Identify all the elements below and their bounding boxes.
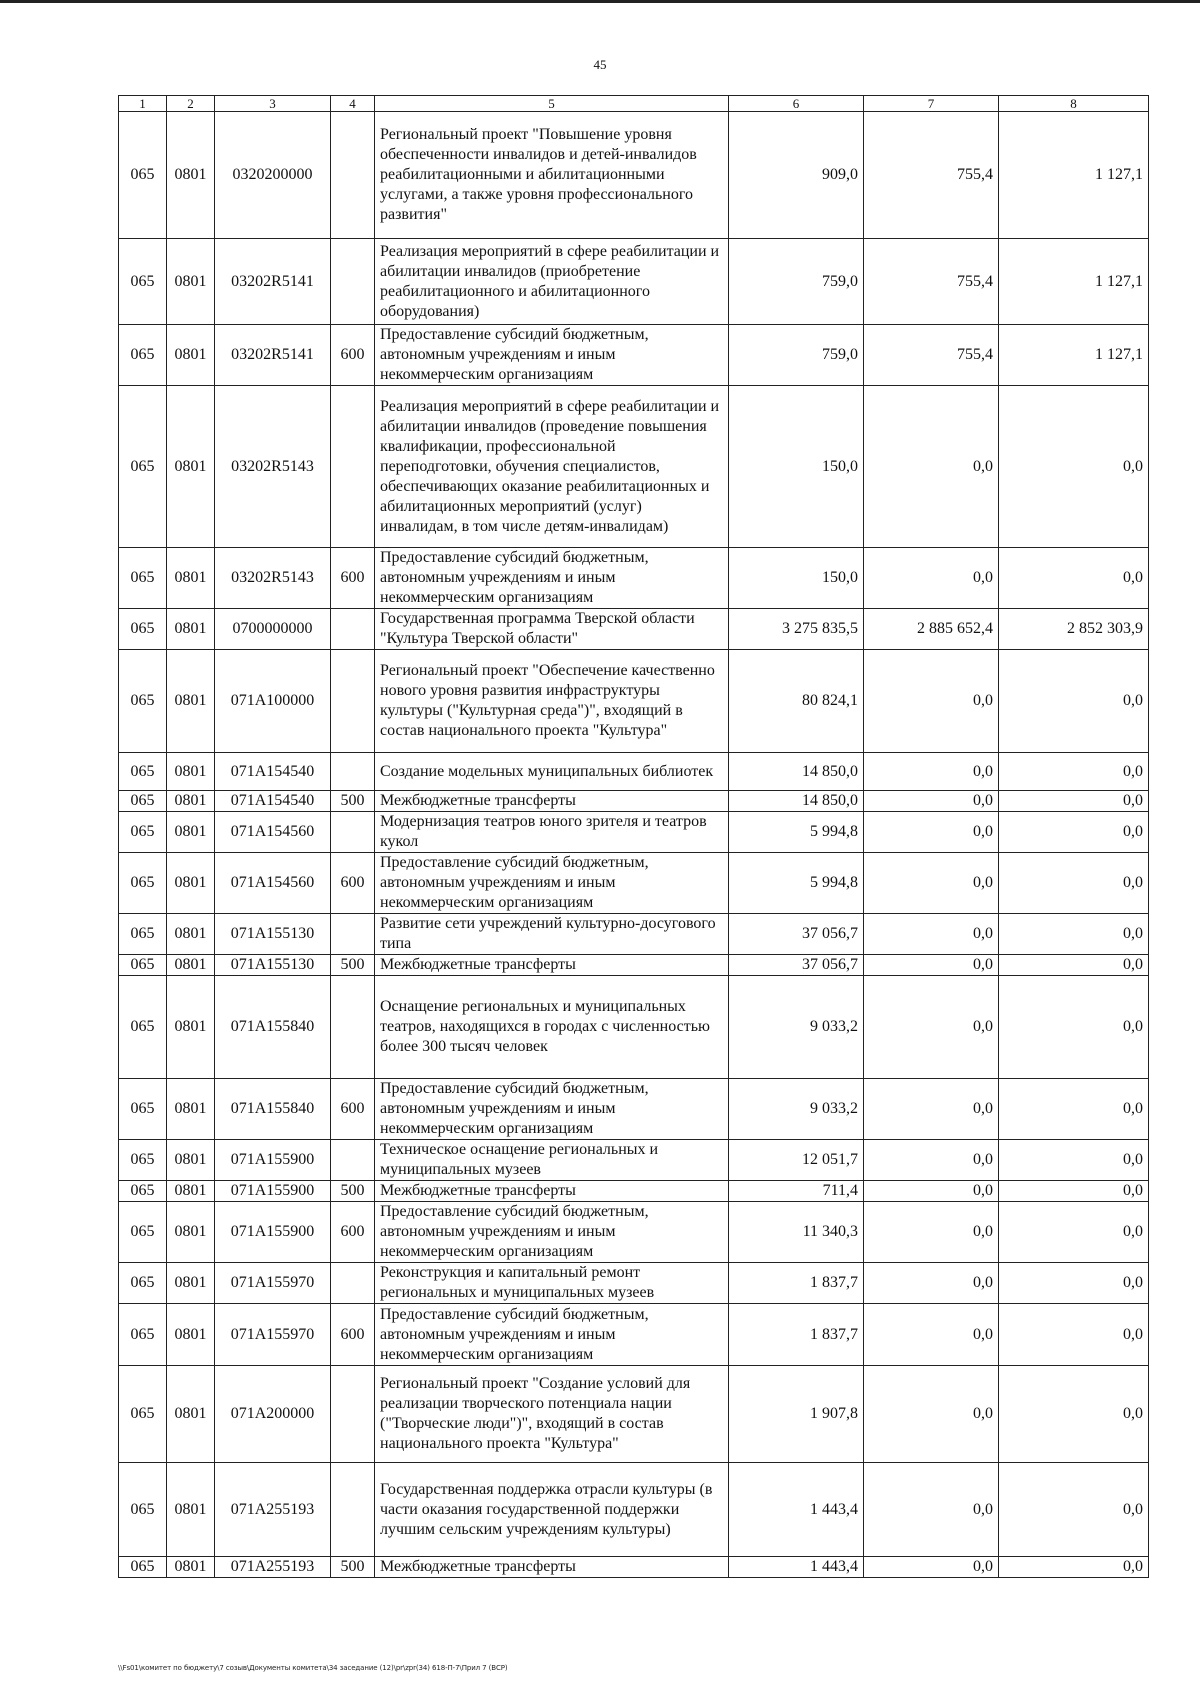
- column-header: 6: [729, 96, 864, 112]
- code-section-cell: 0801: [167, 1202, 215, 1263]
- amount-col6-cell: 1 443,4: [729, 1557, 864, 1578]
- amount-col8-cell: 0,0: [999, 1557, 1149, 1578]
- code-section-cell: 0801: [167, 853, 215, 914]
- description-cell: Предоставление субсидий бюджетным, автономным учреждениям и иным некоммерческим организациям: [375, 853, 729, 914]
- amount-col6-cell: 11 340,3: [729, 1202, 864, 1263]
- table-row: [119, 239, 1149, 325]
- code-target-cell: 0320200000: [215, 112, 331, 239]
- table-row: [119, 548, 1149, 609]
- code-expense-type-cell: [331, 1263, 375, 1304]
- code-section-cell: 0801: [167, 609, 215, 650]
- table-row: [119, 112, 1149, 239]
- table-row: [119, 955, 1149, 976]
- amount-col7-cell: 0,0: [864, 976, 999, 1079]
- amount-col8-cell: 2 852 303,9: [999, 609, 1149, 650]
- amount-col7-cell: 755,4: [864, 112, 999, 239]
- code-section-cell: 0801: [167, 386, 215, 548]
- amount-col8-cell: 1 127,1: [999, 239, 1149, 325]
- code-expense-type-cell: [331, 239, 375, 325]
- amount-col7-cell: 0,0: [864, 1079, 999, 1140]
- table-row: [119, 1181, 1149, 1202]
- description-cell: Региональный проект "Обеспечение качественно нового уровня развития инфраструктуры культуры ("Культурная среда")", входящий в состав национального проекта "Культура": [375, 650, 729, 753]
- description-cell: Реализация мероприятий в сфере реабилитации и абилитации инвалидов (приобретение реабилитационного и абилитационного оборудования): [375, 239, 729, 325]
- table-row: [119, 753, 1149, 791]
- code-section-cell: 0801: [167, 548, 215, 609]
- code-admin-cell: 065: [119, 239, 167, 325]
- amount-col8-cell: 0,0: [999, 976, 1149, 1079]
- description-cell: Предоставление субсидий бюджетным, автономным учреждениям и иным некоммерческим организациям: [375, 1079, 729, 1140]
- code-admin-cell: 065: [119, 812, 167, 853]
- description-cell: Предоставление субсидий бюджетным, автономным учреждениям и иным некоммерческим организациям: [375, 325, 729, 386]
- code-admin-cell: 065: [119, 1463, 167, 1557]
- code-admin-cell: 065: [119, 609, 167, 650]
- code-section-cell: 0801: [167, 112, 215, 239]
- code-expense-type-cell: [331, 753, 375, 791]
- amount-col7-cell: 0,0: [864, 753, 999, 791]
- table-row: [119, 914, 1149, 955]
- amount-col7-cell: 0,0: [864, 1557, 999, 1578]
- code-section-cell: 0801: [167, 650, 215, 753]
- amount-col6-cell: 150,0: [729, 386, 864, 548]
- code-section-cell: 0801: [167, 239, 215, 325]
- amount-col7-cell: 0,0: [864, 386, 999, 548]
- amount-col7-cell: 755,4: [864, 325, 999, 386]
- description-cell: Реализация мероприятий в сфере реабилитации и абилитации инвалидов (проведение повышения квалификации, профессиональной переподготовки, обучения специалистов, обеспечивающих оказание реабилитационных и абилитационных мероприятий (услуг) инвалидам, в том числе детям-инвалидам): [375, 386, 729, 548]
- code-admin-cell: 065: [119, 112, 167, 239]
- amount-col8-cell: 0,0: [999, 853, 1149, 914]
- description-cell: Региональный проект "Создание условий для реализации творческого потенциала нации ("Творческие люди")", входящий в состав национального проекта "Культура": [375, 1366, 729, 1463]
- top-rule: [0, 0, 1200, 3]
- code-target-cell: 071A100000: [215, 650, 331, 753]
- table-row: [119, 1079, 1149, 1140]
- column-header: 8: [999, 96, 1149, 112]
- table-row: [119, 1140, 1149, 1181]
- code-expense-type-cell: [331, 650, 375, 753]
- code-target-cell: 071A255193: [215, 1463, 331, 1557]
- code-target-cell: 071A255193: [215, 1557, 331, 1578]
- amount-col8-cell: 0,0: [999, 1202, 1149, 1263]
- code-target-cell: 071A155970: [215, 1263, 331, 1304]
- table-row: [119, 1304, 1149, 1366]
- table-row: [119, 609, 1149, 650]
- amount-col8-cell: 0,0: [999, 650, 1149, 753]
- code-expense-type-cell: [331, 812, 375, 853]
- code-target-cell: 071A155130: [215, 955, 331, 976]
- code-admin-cell: 065: [119, 325, 167, 386]
- amount-col7-cell: 0,0: [864, 853, 999, 914]
- code-admin-cell: 065: [119, 1202, 167, 1263]
- amount-col7-cell: 0,0: [864, 812, 999, 853]
- description-cell: Межбюджетные трансферты: [375, 1557, 729, 1578]
- amount-col6-cell: 37 056,7: [729, 914, 864, 955]
- amount-col6-cell: 711,4: [729, 1181, 864, 1202]
- code-admin-cell: 065: [119, 791, 167, 812]
- code-section-cell: 0801: [167, 914, 215, 955]
- description-cell: Предоставление субсидий бюджетным, автономным учреждениям и иным некоммерческим организациям: [375, 1202, 729, 1263]
- amount-col6-cell: 14 850,0: [729, 791, 864, 812]
- amount-col7-cell: 0,0: [864, 1304, 999, 1366]
- table-row: [119, 1263, 1149, 1304]
- column-number-row: [119, 96, 1149, 112]
- column-header: 1: [119, 96, 167, 112]
- amount-col6-cell: 3 275 835,5: [729, 609, 864, 650]
- amount-col7-cell: 0,0: [864, 650, 999, 753]
- code-expense-type-cell: 600: [331, 548, 375, 609]
- code-target-cell: 071A155900: [215, 1181, 331, 1202]
- code-admin-cell: 065: [119, 853, 167, 914]
- code-target-cell: 071A154560: [215, 812, 331, 853]
- code-expense-type-cell: 600: [331, 1079, 375, 1140]
- code-section-cell: 0801: [167, 1263, 215, 1304]
- code-target-cell: 071A200000: [215, 1366, 331, 1463]
- description-cell: Техническое оснащение региональных и муниципальных музеев: [375, 1140, 729, 1181]
- amount-col6-cell: 759,0: [729, 325, 864, 386]
- amount-col7-cell: 0,0: [864, 1202, 999, 1263]
- code-section-cell: 0801: [167, 1304, 215, 1366]
- code-admin-cell: 065: [119, 548, 167, 609]
- code-admin-cell: 065: [119, 1079, 167, 1140]
- description-cell: Государственная программа Тверской области "Культура Тверской области": [375, 609, 729, 650]
- code-expense-type-cell: [331, 1140, 375, 1181]
- code-admin-cell: 065: [119, 955, 167, 976]
- amount-col8-cell: 0,0: [999, 548, 1149, 609]
- table-row: [119, 1557, 1149, 1578]
- amount-col6-cell: 759,0: [729, 239, 864, 325]
- code-section-cell: 0801: [167, 791, 215, 812]
- amount-col8-cell: 0,0: [999, 1079, 1149, 1140]
- code-expense-type-cell: 600: [331, 1304, 375, 1366]
- amount-col6-cell: 37 056,7: [729, 955, 864, 976]
- amount-col8-cell: 0,0: [999, 753, 1149, 791]
- table-row: [119, 1463, 1149, 1557]
- footer-file-path: \\Fs01\комитет по бюджету\7 созыв\Документы комитета\34 заседание (12)\pr\zpr(34) 618-П-7\Прил 7 (ВСР): [118, 1664, 508, 1672]
- table-row: [119, 853, 1149, 914]
- amount-col8-cell: 0,0: [999, 1366, 1149, 1463]
- description-cell: Создание модельных муниципальных библиотек: [375, 753, 729, 791]
- amount-col7-cell: 755,4: [864, 239, 999, 325]
- code-admin-cell: 065: [119, 753, 167, 791]
- code-expense-type-cell: 500: [331, 955, 375, 976]
- code-target-cell: 071A155900: [215, 1140, 331, 1181]
- amount-col8-cell: 0,0: [999, 812, 1149, 853]
- amount-col8-cell: 0,0: [999, 1181, 1149, 1202]
- description-cell: Межбюджетные трансферты: [375, 955, 729, 976]
- description-cell: Модернизация театров юного зрителя и театров кукол: [375, 812, 729, 853]
- amount-col8-cell: 0,0: [999, 791, 1149, 812]
- amount-col7-cell: 0,0: [864, 955, 999, 976]
- amount-col6-cell: 80 824,1: [729, 650, 864, 753]
- code-target-cell: 03202R5143: [215, 548, 331, 609]
- description-cell: Предоставление субсидий бюджетным, автономным учреждениям и иным некоммерческим организациям: [375, 548, 729, 609]
- code-admin-cell: 065: [119, 1304, 167, 1366]
- code-section-cell: 0801: [167, 976, 215, 1079]
- code-admin-cell: 065: [119, 914, 167, 955]
- code-target-cell: 03202R5143: [215, 386, 331, 548]
- amount-col6-cell: 9 033,2: [729, 1079, 864, 1140]
- table-row: [119, 1366, 1149, 1463]
- column-header: 5: [375, 96, 729, 112]
- code-expense-type-cell: [331, 1463, 375, 1557]
- code-expense-type-cell: [331, 609, 375, 650]
- code-expense-type-cell: 500: [331, 1181, 375, 1202]
- code-admin-cell: 065: [119, 1263, 167, 1304]
- table-row: [119, 386, 1149, 548]
- code-target-cell: 03202R5141: [215, 239, 331, 325]
- code-expense-type-cell: [331, 112, 375, 239]
- amount-col6-cell: 5 994,8: [729, 812, 864, 853]
- amount-col7-cell: 2 885 652,4: [864, 609, 999, 650]
- amount-col8-cell: 1 127,1: [999, 325, 1149, 386]
- amount-col7-cell: 0,0: [864, 1366, 999, 1463]
- amount-col8-cell: 0,0: [999, 955, 1149, 976]
- column-header: 4: [331, 96, 375, 112]
- amount-col6-cell: 1 837,7: [729, 1304, 864, 1366]
- code-section-cell: 0801: [167, 955, 215, 976]
- description-cell: Развитие сети учреждений культурно-досугового типа: [375, 914, 729, 955]
- code-target-cell: 071A155130: [215, 914, 331, 955]
- amount-col7-cell: 0,0: [864, 1463, 999, 1557]
- amount-col7-cell: 0,0: [864, 791, 999, 812]
- code-section-cell: 0801: [167, 1366, 215, 1463]
- amount-col8-cell: 0,0: [999, 1263, 1149, 1304]
- description-cell: Оснащение региональных и муниципальных театров, находящихся в городах с численностью более 300 тысяч человек: [375, 976, 729, 1079]
- code-expense-type-cell: 600: [331, 1202, 375, 1263]
- amount-col7-cell: 0,0: [864, 914, 999, 955]
- code-target-cell: 071A155900: [215, 1202, 331, 1263]
- description-cell: Межбюджетные трансферты: [375, 1181, 729, 1202]
- amount-col6-cell: 1 837,7: [729, 1263, 864, 1304]
- code-section-cell: 0801: [167, 753, 215, 791]
- code-section-cell: 0801: [167, 1557, 215, 1578]
- code-section-cell: 0801: [167, 1140, 215, 1181]
- code-target-cell: 071A155840: [215, 976, 331, 1079]
- amount-col8-cell: 0,0: [999, 914, 1149, 955]
- amount-col7-cell: 0,0: [864, 1181, 999, 1202]
- table-row: [119, 325, 1149, 386]
- code-target-cell: 071A154560: [215, 853, 331, 914]
- amount-col8-cell: 0,0: [999, 1463, 1149, 1557]
- amount-col6-cell: 1 907,8: [729, 1366, 864, 1463]
- amount-col7-cell: 0,0: [864, 548, 999, 609]
- code-expense-type-cell: [331, 1366, 375, 1463]
- code-section-cell: 0801: [167, 1079, 215, 1140]
- code-target-cell: 071A154540: [215, 791, 331, 812]
- code-target-cell: 071A155970: [215, 1304, 331, 1366]
- code-target-cell: 0700000000: [215, 609, 331, 650]
- code-expense-type-cell: [331, 386, 375, 548]
- table-row: [119, 812, 1149, 853]
- amount-col6-cell: 12 051,7: [729, 1140, 864, 1181]
- code-section-cell: 0801: [167, 1463, 215, 1557]
- amount-col6-cell: 1 443,4: [729, 1463, 864, 1557]
- code-expense-type-cell: 500: [331, 1557, 375, 1578]
- amount-col6-cell: 14 850,0: [729, 753, 864, 791]
- code-expense-type-cell: [331, 914, 375, 955]
- code-admin-cell: 065: [119, 976, 167, 1079]
- amount-col8-cell: 0,0: [999, 1140, 1149, 1181]
- description-cell: Межбюджетные трансферты: [375, 791, 729, 812]
- code-section-cell: 0801: [167, 1181, 215, 1202]
- description-cell: Региональный проект "Повышение уровня обеспеченности инвалидов и детей-инвалидов реабилитационными и абилитационными услугами, а также уровня профессионального развития": [375, 112, 729, 239]
- code-admin-cell: 065: [119, 1557, 167, 1578]
- code-section-cell: 0801: [167, 325, 215, 386]
- code-admin-cell: 065: [119, 1140, 167, 1181]
- amount-col8-cell: 0,0: [999, 1304, 1149, 1366]
- amount-col7-cell: 0,0: [864, 1263, 999, 1304]
- amount-col6-cell: 9 033,2: [729, 976, 864, 1079]
- code-section-cell: 0801: [167, 812, 215, 853]
- amount-col6-cell: 5 994,8: [729, 853, 864, 914]
- table-row: [119, 650, 1149, 753]
- code-expense-type-cell: 500: [331, 791, 375, 812]
- code-target-cell: 03202R5141: [215, 325, 331, 386]
- amount-col6-cell: 150,0: [729, 548, 864, 609]
- amount-col7-cell: 0,0: [864, 1140, 999, 1181]
- description-cell: Реконструкция и капитальный ремонт региональных и муниципальных музеев: [375, 1263, 729, 1304]
- code-admin-cell: 065: [119, 650, 167, 753]
- code-expense-type-cell: 600: [331, 853, 375, 914]
- code-expense-type-cell: 600: [331, 325, 375, 386]
- amount-col6-cell: 909,0: [729, 112, 864, 239]
- table-row: [119, 791, 1149, 812]
- code-admin-cell: 065: [119, 386, 167, 548]
- page-number: 45: [593, 57, 607, 72]
- code-expense-type-cell: [331, 976, 375, 1079]
- code-admin-cell: 065: [119, 1366, 167, 1463]
- code-target-cell: 071A155840: [215, 1079, 331, 1140]
- amount-col8-cell: 1 127,1: [999, 112, 1149, 239]
- column-header: 7: [864, 96, 999, 112]
- column-header: 2: [167, 96, 215, 112]
- description-cell: Предоставление субсидий бюджетным, автономным учреждениям и иным некоммерческим организациям: [375, 1304, 729, 1366]
- table-row: [119, 976, 1149, 1079]
- code-target-cell: 071A154540: [215, 753, 331, 791]
- column-header: 3: [215, 96, 331, 112]
- code-admin-cell: 065: [119, 1181, 167, 1202]
- description-cell: Государственная поддержка отрасли культуры (в части оказания государственной поддержки лучшим сельским учреждениям культуры): [375, 1463, 729, 1557]
- amount-col8-cell: 0,0: [999, 386, 1149, 548]
- table-row: [119, 1202, 1149, 1263]
- budget-table: [118, 95, 1149, 1578]
